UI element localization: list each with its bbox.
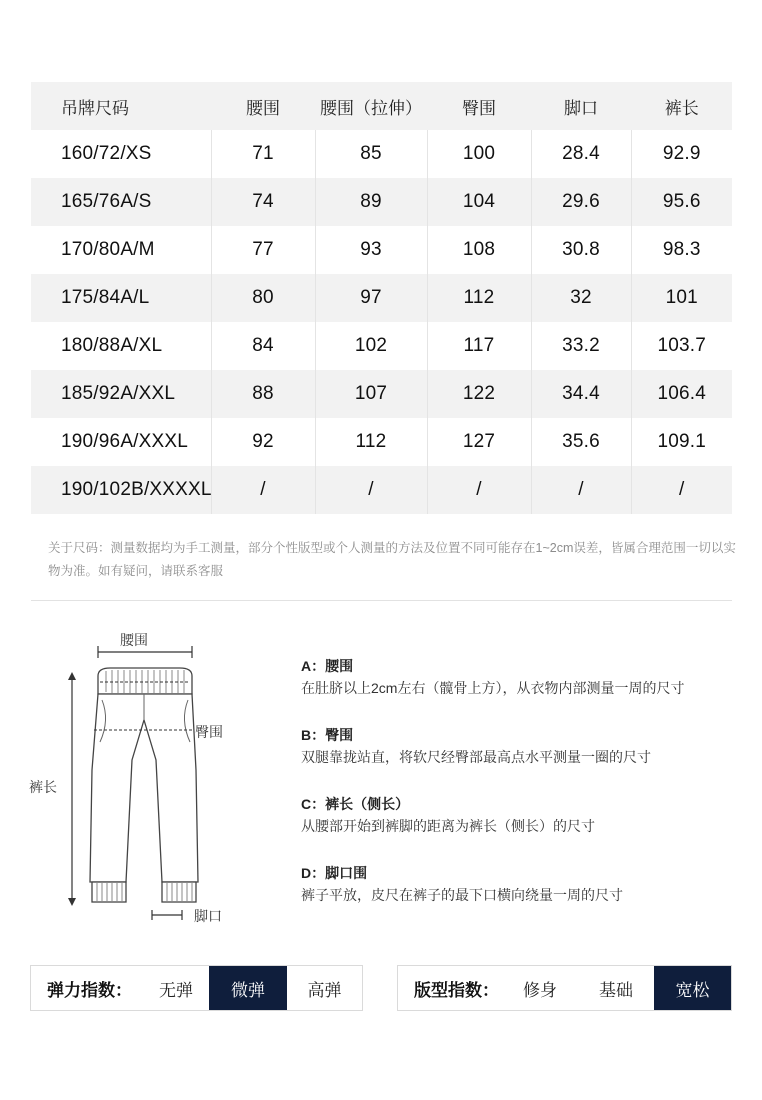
desc-text: 在肚脐以上2cm左右（髋骨上方），从衣物内部测量一周的尺寸 [301,680,685,696]
table-row [31,274,732,322]
elasticity-option-none: 无弹 [159,980,193,1000]
cell-size: 190/102B/XXXXL [31,466,211,514]
cell-waist-stretched: 89 [315,178,427,226]
table-row [31,466,732,514]
cell-waist-stretched: 85 [315,130,427,178]
cell-size: 175/84A/L [31,274,211,322]
diagram-hip-label: 臀围 [195,724,223,740]
section-divider [31,600,732,601]
desc-text: 从腰部开始到裤脚的距离为裤长（侧长）的尺寸 [301,818,595,834]
desc-heading: A：腰围 [301,658,354,674]
cell-waist-stretched: 97 [315,274,427,322]
cell-hem: 35.6 [531,418,631,466]
header-hem: 脚口 [531,82,631,130]
cell-waist-stretched: 93 [315,226,427,274]
cell-length: 95.6 [631,178,732,226]
cell-waist-stretched: 102 [315,322,427,370]
desc-length [301,793,741,837]
fit-option-loose: 宽松 [654,966,731,1010]
cell-waist: 77 [211,226,315,274]
desc-hip [301,724,741,768]
cell-hem: 28.4 [531,130,631,178]
cell-length: 92.9 [631,130,732,178]
cell-length: 98.3 [631,226,732,274]
cell-hem: 30.8 [531,226,631,274]
cell-size: 190/96A/XXXL [61,431,189,452]
fit-option-slim: 修身 [523,980,557,1000]
pants-outline [90,694,198,882]
cell-waist: 88 [211,370,315,418]
size-chart-table [31,82,732,514]
table-row [31,418,732,466]
cell-waist-stretched: 112 [315,418,427,466]
cell-hem: 29.6 [531,178,631,226]
header-waist-stretched: 腰围（拉伸） [315,82,427,130]
header-waist: 腰围 [211,82,315,130]
cell-hip: 127 [427,418,531,466]
diagram-waist-label: 腰围 [120,632,148,648]
table-row [31,226,732,274]
cell-length: 106.4 [631,370,732,418]
cell-hem: 32 [531,274,631,322]
desc-heading: B：臀围 [301,727,354,743]
cell-length: / [631,466,732,514]
table-header-row [31,82,732,130]
cell-waist: / [211,466,315,514]
cell-hip: 112 [427,274,531,322]
cell-waist-stretched: 107 [315,370,427,418]
table-row [31,370,732,418]
cell-hem: 34.4 [531,370,631,418]
cell-size: 185/92A/XXL [31,370,211,418]
desc-heading: D：脚口围 [301,865,368,881]
header-hip: 臀围 [427,82,531,130]
cell-size: 160/72/XS [61,143,152,164]
diagram-hem-label: 脚口 [194,908,222,924]
cell-waist: 80 [211,274,315,322]
cell-hip: 117 [427,322,531,370]
desc-heading: C：裤长（侧长） [301,796,410,812]
fit-option-regular: 基础 [599,980,633,1000]
cell-size: 170/80A/M [61,239,155,260]
table-row [31,130,732,178]
measurement-note: 关于尺码：测量数据均为手工测量，部分个性版型或个人测量的方法及位置不同可能存在1~2cm误差，皆属合理范围一切以实物为准。如有疑问，请联系客服 [48,541,736,578]
desc-text: 裤子平放，皮尺在裤子的最下口横向绕量一周的尺寸 [301,887,623,903]
cell-waist: 92 [211,418,315,466]
desc-hem [301,862,741,906]
fit-index [397,965,732,1011]
elasticity-option-slight: 微弹 [209,966,287,1010]
cell-waist: 84 [211,322,315,370]
cell-waist-stretched: / [315,466,427,514]
cell-size: 180/88A/XL [61,335,163,356]
table-row [31,178,732,226]
header-tag-size: 吊牌尺码 [31,82,211,130]
cell-length: 101 [631,274,732,322]
desc-waist [301,655,741,699]
cell-hem: 33.2 [531,322,631,370]
elasticity-label: 弹力指数： [47,980,132,1000]
pants-illustration [20,620,280,930]
diagram-length-label: 裤长 [29,779,57,795]
cell-hip: 104 [427,178,531,226]
header-length: 裤长 [631,82,732,130]
pants-measurement-diagram [20,620,280,930]
cell-hip: 108 [427,226,531,274]
cell-size: 165/76A/S [31,178,211,226]
cell-hip: / [427,466,531,514]
cell-length: 109.1 [631,418,732,466]
cell-waist: 71 [211,130,315,178]
cell-hem: / [531,466,631,514]
cell-hip: 100 [427,130,531,178]
elasticity-index [30,965,363,1011]
elasticity-option-high: 高弹 [307,980,342,1000]
cell-hip: 122 [427,370,531,418]
desc-text: 双腿靠拢站直，将软尺经臀部最高点水平测量一圈的尺寸 [301,749,651,765]
cell-waist: 74 [211,178,315,226]
cell-length: 103.7 [631,322,732,370]
fit-label: 版型指数： [414,980,499,1000]
table-row [31,322,732,370]
